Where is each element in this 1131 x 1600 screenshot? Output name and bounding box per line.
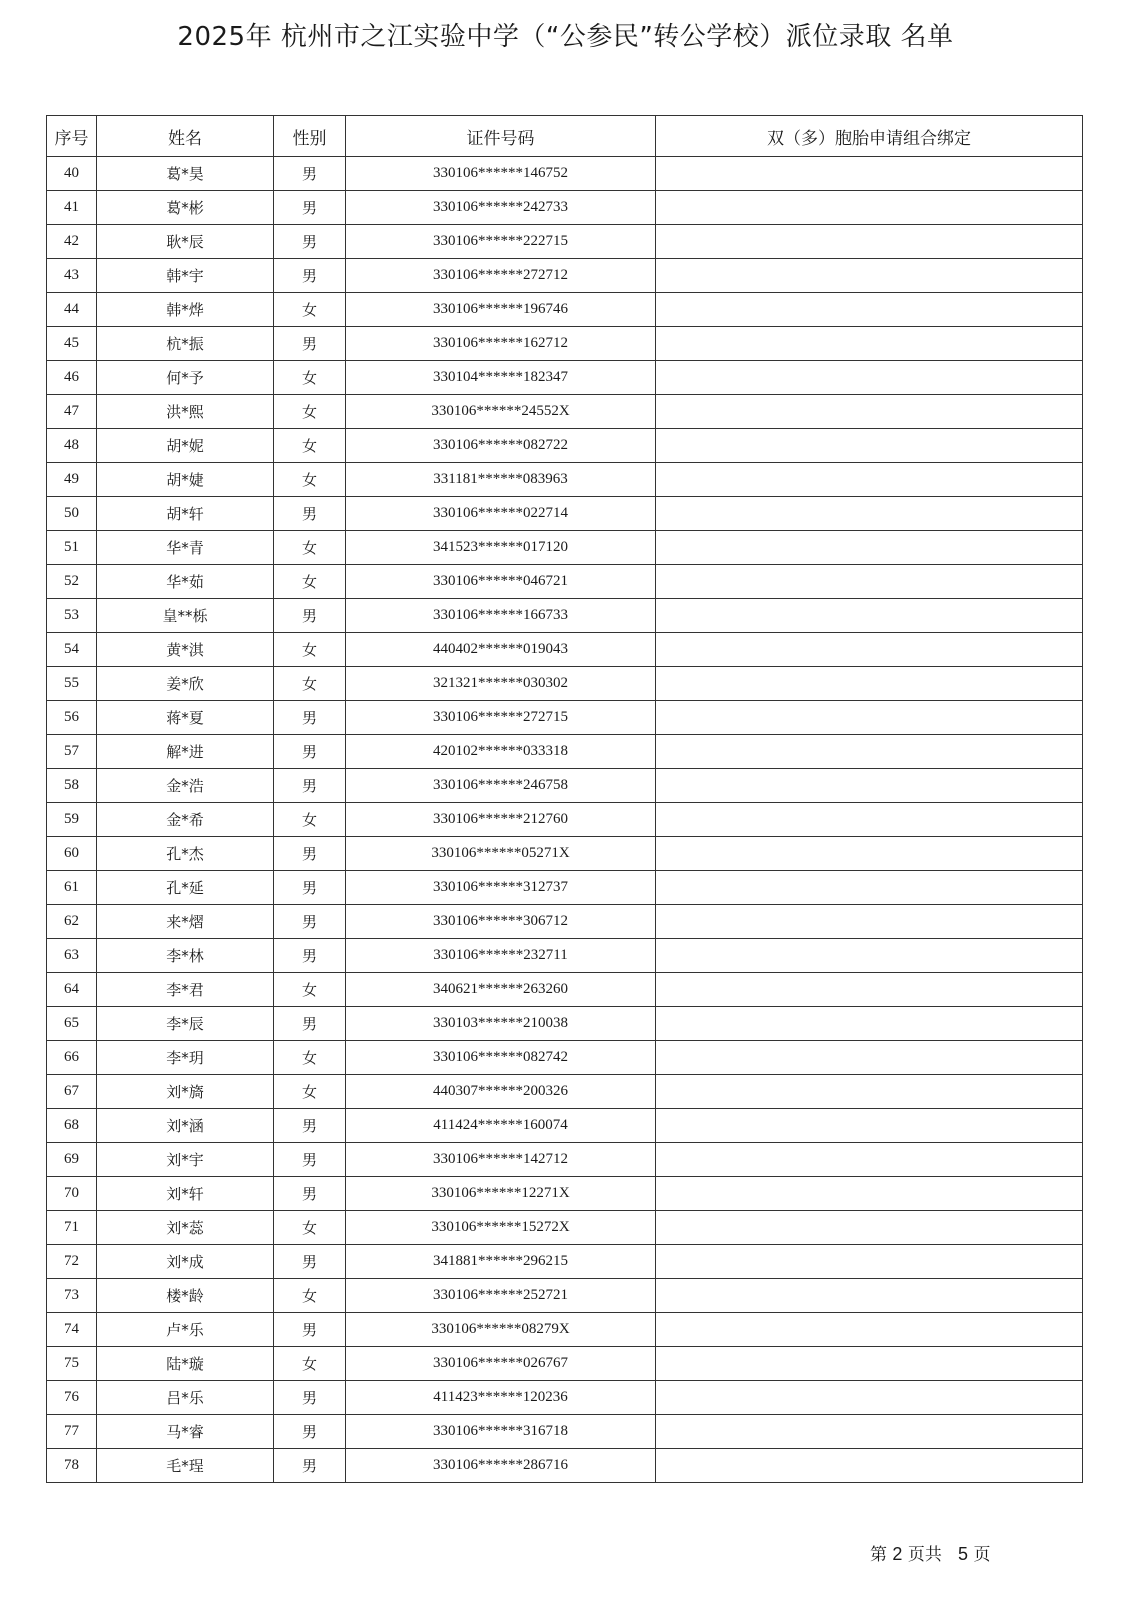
cell-name: 孔*延 xyxy=(97,871,274,905)
column-header-number: 序号 xyxy=(47,116,97,157)
cell-name: 葛*昊 xyxy=(97,157,274,191)
table-row xyxy=(47,905,1083,939)
cell-gender: 男 xyxy=(274,157,346,191)
cell-name: 刘*成 xyxy=(97,1245,274,1279)
cell-number: 50 xyxy=(47,497,97,531)
cell-number: 74 xyxy=(47,1313,97,1347)
table-row xyxy=(47,599,1083,633)
cell-gender: 男 xyxy=(274,905,346,939)
table-row xyxy=(47,1109,1083,1143)
table-header-row xyxy=(47,116,1083,157)
cell-name: 皇**栎 xyxy=(97,599,274,633)
table-row xyxy=(47,395,1083,429)
cell-id-number: 331181******083963 xyxy=(346,463,656,497)
cell-twin-binding xyxy=(656,837,1083,871)
table-row xyxy=(47,973,1083,1007)
cell-twin-binding xyxy=(656,531,1083,565)
cell-gender: 男 xyxy=(274,769,346,803)
cell-id-number: 330106******146752 xyxy=(346,157,656,191)
cell-id-number: 330106******242733 xyxy=(346,191,656,225)
cell-gender: 男 xyxy=(274,1109,346,1143)
cell-twin-binding xyxy=(656,633,1083,667)
cell-twin-binding xyxy=(656,293,1083,327)
table-row xyxy=(47,769,1083,803)
cell-name: 刘*宇 xyxy=(97,1143,274,1177)
cell-number: 73 xyxy=(47,1279,97,1313)
table-row xyxy=(47,1449,1083,1483)
cell-id-number: 330106******212760 xyxy=(346,803,656,837)
table-row xyxy=(47,1007,1083,1041)
total-pages-number: 5 xyxy=(958,1544,969,1564)
cell-id-number: 330106******252721 xyxy=(346,1279,656,1313)
table-row xyxy=(47,1143,1083,1177)
cell-id-number: 330106******272715 xyxy=(346,701,656,735)
cell-twin-binding xyxy=(656,259,1083,293)
cell-name: 金*希 xyxy=(97,803,274,837)
cell-name: 李*林 xyxy=(97,939,274,973)
cell-id-number: 330106******272712 xyxy=(346,259,656,293)
cell-name: 刘*蕊 xyxy=(97,1211,274,1245)
cell-twin-binding xyxy=(656,463,1083,497)
footer-suffix: 页 xyxy=(973,1545,991,1565)
cell-name: 孔*杰 xyxy=(97,837,274,871)
cell-twin-binding xyxy=(656,1279,1083,1313)
cell-gender: 女 xyxy=(274,667,346,701)
cell-id-number: 330106******026767 xyxy=(346,1347,656,1381)
table-row xyxy=(47,1279,1083,1313)
table-row xyxy=(47,701,1083,735)
cell-gender: 男 xyxy=(274,191,346,225)
cell-id-number: 330106******24552X xyxy=(346,395,656,429)
cell-name: 毛*珵 xyxy=(97,1449,274,1483)
cell-name: 来*熠 xyxy=(97,905,274,939)
cell-name: 卢*乐 xyxy=(97,1313,274,1347)
table-row xyxy=(47,225,1083,259)
column-header-gender: 性别 xyxy=(274,116,346,157)
cell-number: 62 xyxy=(47,905,97,939)
cell-gender: 男 xyxy=(274,939,346,973)
cell-twin-binding xyxy=(656,735,1083,769)
cell-id-number: 440402******019043 xyxy=(346,633,656,667)
cell-name: 刘*旖 xyxy=(97,1075,274,1109)
cell-id-number: 330106******316718 xyxy=(346,1415,656,1449)
cell-name: 马*睿 xyxy=(97,1415,274,1449)
cell-name: 何*予 xyxy=(97,361,274,395)
cell-number: 64 xyxy=(47,973,97,1007)
table-row xyxy=(47,1381,1083,1415)
cell-gender: 女 xyxy=(274,973,346,1007)
cell-name: 韩*宇 xyxy=(97,259,274,293)
cell-twin-binding xyxy=(656,565,1083,599)
admission-list-table xyxy=(46,115,1083,1483)
cell-twin-binding xyxy=(656,1381,1083,1415)
cell-id-number: 330106******286716 xyxy=(346,1449,656,1483)
cell-twin-binding xyxy=(656,1211,1083,1245)
cell-gender: 男 xyxy=(274,1313,346,1347)
cell-number: 58 xyxy=(47,769,97,803)
cell-gender: 男 xyxy=(274,1415,346,1449)
cell-twin-binding xyxy=(656,701,1083,735)
cell-twin-binding xyxy=(656,429,1083,463)
cell-gender: 男 xyxy=(274,1245,346,1279)
cell-number: 76 xyxy=(47,1381,97,1415)
cell-number: 49 xyxy=(47,463,97,497)
cell-id-number: 330106******082742 xyxy=(346,1041,656,1075)
cell-id-number: 440307******200326 xyxy=(346,1075,656,1109)
cell-number: 43 xyxy=(47,259,97,293)
cell-number: 69 xyxy=(47,1143,97,1177)
cell-number: 60 xyxy=(47,837,97,871)
cell-twin-binding xyxy=(656,361,1083,395)
cell-number: 48 xyxy=(47,429,97,463)
cell-twin-binding xyxy=(656,1041,1083,1075)
cell-name: 金*浩 xyxy=(97,769,274,803)
table-row xyxy=(47,1075,1083,1109)
cell-number: 75 xyxy=(47,1347,97,1381)
cell-id-number: 330106******082722 xyxy=(346,429,656,463)
cell-id-number: 321321******030302 xyxy=(346,667,656,701)
table-row xyxy=(47,1245,1083,1279)
cell-id-number: 330106******312737 xyxy=(346,871,656,905)
table-row xyxy=(47,1347,1083,1381)
cell-number: 78 xyxy=(47,1449,97,1483)
cell-id-number: 330106******046721 xyxy=(346,565,656,599)
table-row xyxy=(47,1041,1083,1075)
cell-twin-binding xyxy=(656,1109,1083,1143)
cell-name: 黄*淇 xyxy=(97,633,274,667)
cell-gender: 女 xyxy=(274,1041,346,1075)
cell-twin-binding xyxy=(656,327,1083,361)
cell-gender: 男 xyxy=(274,1177,346,1211)
table-row xyxy=(47,939,1083,973)
current-page-number: 2 xyxy=(892,1544,903,1564)
table-row xyxy=(47,361,1083,395)
cell-number: 72 xyxy=(47,1245,97,1279)
table-row xyxy=(47,497,1083,531)
cell-gender: 男 xyxy=(274,497,346,531)
cell-gender: 女 xyxy=(274,1211,346,1245)
table-row xyxy=(47,531,1083,565)
cell-id-number: 330106******222715 xyxy=(346,225,656,259)
table-row xyxy=(47,803,1083,837)
cell-gender: 男 xyxy=(274,701,346,735)
cell-id-number: 340621******263260 xyxy=(346,973,656,1007)
cell-name: 陆*璇 xyxy=(97,1347,274,1381)
cell-number: 66 xyxy=(47,1041,97,1075)
cell-id-number: 330106******022714 xyxy=(346,497,656,531)
cell-twin-binding xyxy=(656,1313,1083,1347)
table-row xyxy=(47,157,1083,191)
cell-twin-binding xyxy=(656,973,1083,1007)
cell-gender: 女 xyxy=(274,803,346,837)
page-footer xyxy=(870,1540,990,1565)
cell-gender: 男 xyxy=(274,225,346,259)
cell-gender: 女 xyxy=(274,1075,346,1109)
cell-id-number: 330106******142712 xyxy=(346,1143,656,1177)
table-row xyxy=(47,191,1083,225)
table-row xyxy=(47,1211,1083,1245)
cell-gender: 女 xyxy=(274,361,346,395)
table-row xyxy=(47,293,1083,327)
cell-id-number: 330106******306712 xyxy=(346,905,656,939)
cell-number: 59 xyxy=(47,803,97,837)
cell-number: 67 xyxy=(47,1075,97,1109)
cell-twin-binding xyxy=(656,1347,1083,1381)
cell-twin-binding xyxy=(656,1075,1083,1109)
cell-id-number: 330106******08279X xyxy=(346,1313,656,1347)
footer-middle: 页共 xyxy=(907,1545,942,1565)
cell-name: 李*玥 xyxy=(97,1041,274,1075)
table-row xyxy=(47,667,1083,701)
cell-twin-binding xyxy=(656,667,1083,701)
cell-twin-binding xyxy=(656,939,1083,973)
column-header-twin-binding: 双（多）胞胎申请组合绑定 xyxy=(656,116,1083,157)
table-row xyxy=(47,871,1083,905)
footer-prefix: 第 xyxy=(870,1545,887,1565)
cell-gender: 女 xyxy=(274,565,346,599)
cell-twin-binding xyxy=(656,1415,1083,1449)
cell-number: 68 xyxy=(47,1109,97,1143)
cell-twin-binding xyxy=(656,225,1083,259)
cell-id-number: 411423******120236 xyxy=(346,1381,656,1415)
cell-id-number: 411424******160074 xyxy=(346,1109,656,1143)
cell-gender: 女 xyxy=(274,429,346,463)
cell-gender: 女 xyxy=(274,1347,346,1381)
table-row xyxy=(47,1313,1083,1347)
cell-number: 47 xyxy=(47,395,97,429)
cell-name: 耿*辰 xyxy=(97,225,274,259)
cell-gender: 女 xyxy=(274,293,346,327)
cell-gender: 男 xyxy=(274,259,346,293)
cell-number: 63 xyxy=(47,939,97,973)
cell-twin-binding xyxy=(656,191,1083,225)
cell-gender: 女 xyxy=(274,633,346,667)
cell-twin-binding xyxy=(656,1245,1083,1279)
cell-name: 李*辰 xyxy=(97,1007,274,1041)
cell-twin-binding xyxy=(656,1143,1083,1177)
cell-name: 华*茹 xyxy=(97,565,274,599)
table-row xyxy=(47,565,1083,599)
page-title: 2025年 杭州市之江实验中学（“公参民”转公学校）派位录取 名单 xyxy=(177,22,954,52)
cell-twin-binding xyxy=(656,157,1083,191)
column-header-id-number: 证件号码 xyxy=(346,116,656,157)
table-body xyxy=(47,157,1083,1483)
cell-number: 41 xyxy=(47,191,97,225)
cell-name: 胡*轩 xyxy=(97,497,274,531)
cell-id-number: 330106******05271X xyxy=(346,837,656,871)
cell-name: 楼*龄 xyxy=(97,1279,274,1313)
cell-number: 71 xyxy=(47,1211,97,1245)
cell-gender: 男 xyxy=(274,327,346,361)
cell-number: 40 xyxy=(47,157,97,191)
cell-twin-binding xyxy=(656,871,1083,905)
cell-name: 吕*乐 xyxy=(97,1381,274,1415)
cell-number: 56 xyxy=(47,701,97,735)
cell-twin-binding xyxy=(656,395,1083,429)
cell-name: 洪*熙 xyxy=(97,395,274,429)
cell-gender: 男 xyxy=(274,1381,346,1415)
cell-number: 77 xyxy=(47,1415,97,1449)
cell-name: 杭*振 xyxy=(97,327,274,361)
cell-number: 55 xyxy=(47,667,97,701)
cell-id-number: 420102******033318 xyxy=(346,735,656,769)
cell-gender: 男 xyxy=(274,735,346,769)
cell-number: 65 xyxy=(47,1007,97,1041)
cell-number: 61 xyxy=(47,871,97,905)
cell-name: 华*青 xyxy=(97,531,274,565)
cell-number: 45 xyxy=(47,327,97,361)
cell-gender: 女 xyxy=(274,395,346,429)
cell-gender: 男 xyxy=(274,599,346,633)
cell-gender: 男 xyxy=(274,1449,346,1483)
cell-name: 刘*轩 xyxy=(97,1177,274,1211)
cell-id-number: 330106******232711 xyxy=(346,939,656,973)
cell-id-number: 341523******017120 xyxy=(346,531,656,565)
cell-number: 42 xyxy=(47,225,97,259)
cell-twin-binding xyxy=(656,1177,1083,1211)
cell-name: 韩*烨 xyxy=(97,293,274,327)
cell-number: 44 xyxy=(47,293,97,327)
cell-number: 57 xyxy=(47,735,97,769)
cell-name: 胡*妮 xyxy=(97,429,274,463)
cell-twin-binding xyxy=(656,497,1083,531)
cell-gender: 男 xyxy=(274,837,346,871)
cell-id-number: 330106******162712 xyxy=(346,327,656,361)
cell-name: 姜*欣 xyxy=(97,667,274,701)
cell-id-number: 330106******15272X xyxy=(346,1211,656,1245)
cell-number: 46 xyxy=(47,361,97,395)
cell-twin-binding xyxy=(656,599,1083,633)
table-row xyxy=(47,735,1083,769)
cell-twin-binding xyxy=(656,803,1083,837)
cell-gender: 女 xyxy=(274,463,346,497)
cell-gender: 男 xyxy=(274,871,346,905)
cell-name: 李*君 xyxy=(97,973,274,1007)
cell-twin-binding xyxy=(656,905,1083,939)
table-row xyxy=(47,633,1083,667)
cell-gender: 男 xyxy=(274,1143,346,1177)
cell-id-number: 330103******210038 xyxy=(346,1007,656,1041)
cell-number: 51 xyxy=(47,531,97,565)
cell-gender: 女 xyxy=(274,531,346,565)
cell-twin-binding xyxy=(656,1449,1083,1483)
cell-id-number: 330106******246758 xyxy=(346,769,656,803)
cell-name: 解*进 xyxy=(97,735,274,769)
cell-id-number: 330106******196746 xyxy=(346,293,656,327)
cell-id-number: 330106******12271X xyxy=(346,1177,656,1211)
column-header-name: 姓名 xyxy=(97,116,274,157)
cell-id-number: 341881******296215 xyxy=(346,1245,656,1279)
cell-id-number: 330106******166733 xyxy=(346,599,656,633)
cell-name: 刘*涵 xyxy=(97,1109,274,1143)
cell-number: 70 xyxy=(47,1177,97,1211)
cell-twin-binding xyxy=(656,1007,1083,1041)
cell-name: 葛*彬 xyxy=(97,191,274,225)
table-row xyxy=(47,837,1083,871)
table-row xyxy=(47,463,1083,497)
table-row xyxy=(47,429,1083,463)
cell-number: 53 xyxy=(47,599,97,633)
cell-gender: 女 xyxy=(274,1279,346,1313)
table-row xyxy=(47,1177,1083,1211)
table-row xyxy=(47,327,1083,361)
cell-number: 54 xyxy=(47,633,97,667)
cell-id-number: 330104******182347 xyxy=(346,361,656,395)
cell-name: 胡*婕 xyxy=(97,463,274,497)
cell-number: 52 xyxy=(47,565,97,599)
cell-gender: 男 xyxy=(274,1007,346,1041)
cell-name: 蒋*夏 xyxy=(97,701,274,735)
table-row xyxy=(47,1415,1083,1449)
table-row xyxy=(47,259,1083,293)
cell-twin-binding xyxy=(656,769,1083,803)
